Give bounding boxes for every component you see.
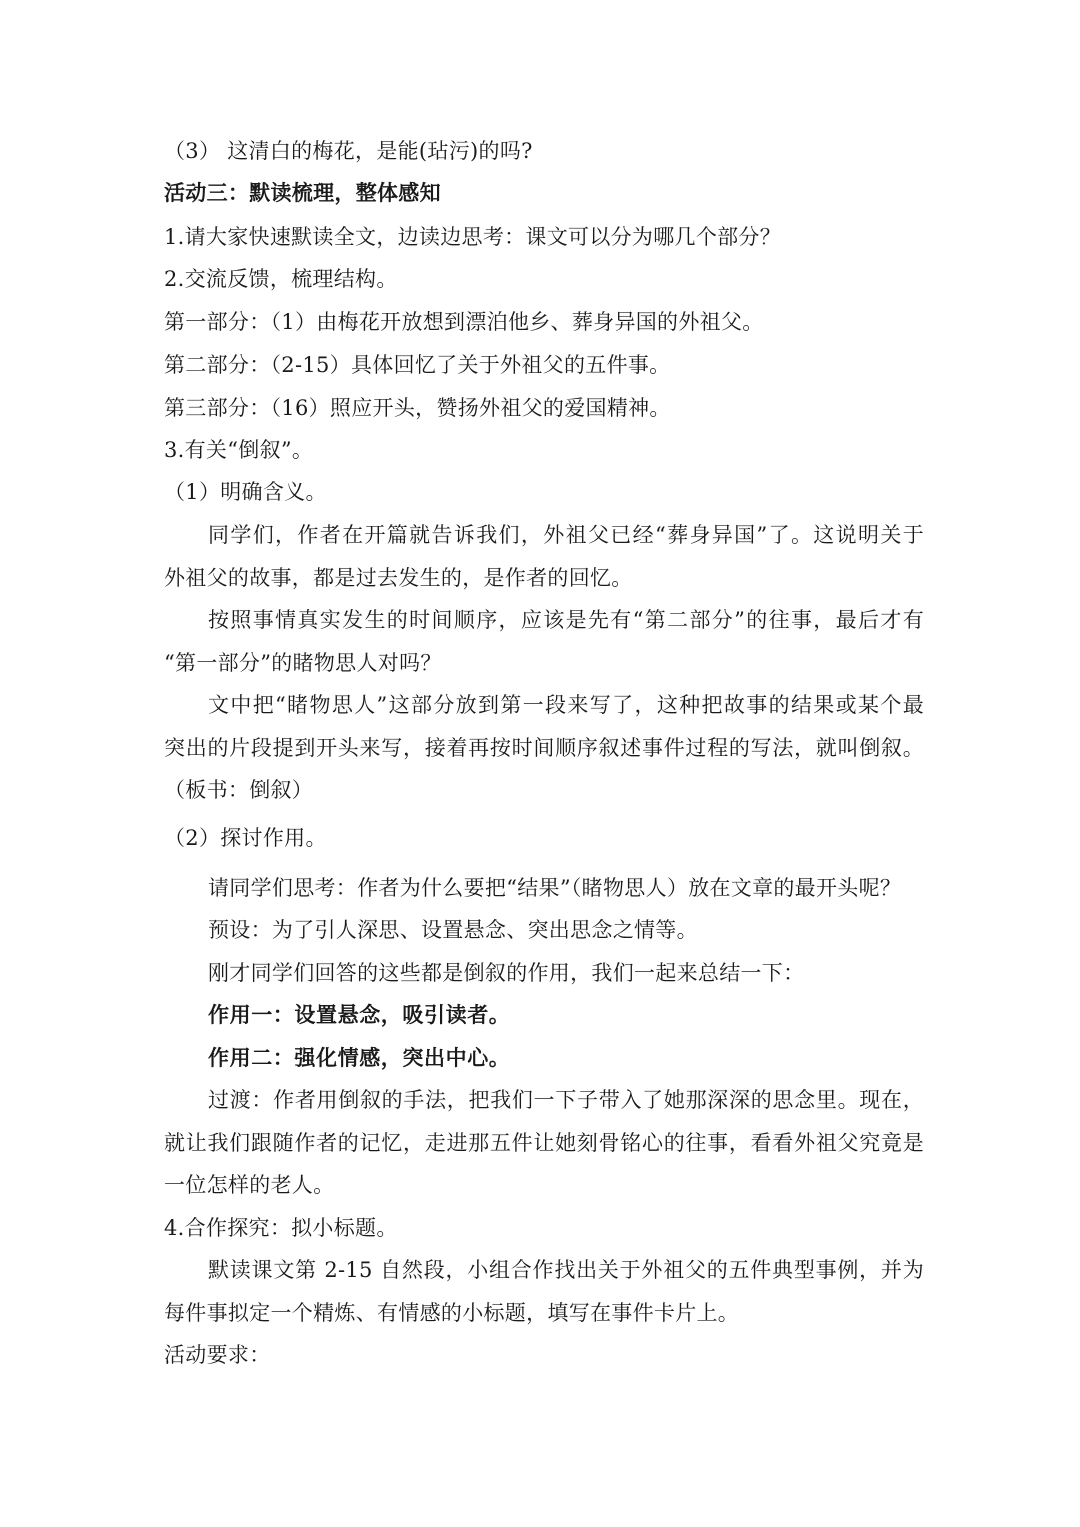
emphasis-line: 作用二：强化情感，突出中心。: [208, 1046, 511, 1070]
paragraph-line: 同学们，作者在开篇就告诉我们，外祖父已经“葬身异国”了。这说明关于: [208, 523, 924, 547]
paragraph-line: 外祖父的故事，都是过去发生的，是作者的回忆。: [164, 566, 633, 590]
paragraph-line: 刚才同学们回答的这些都是倒叙的作用，我们一起来总结一下：: [208, 961, 805, 985]
paragraph-line: 每件事拟定一个精炼、有情感的小标题，填写在事件卡片上。: [164, 1301, 740, 1325]
text-line: 3.有关“倒叙”。: [164, 438, 314, 462]
paragraph-line: “第一部分”的睹物思人对吗？: [164, 651, 442, 675]
text-line: （3） 这清白的梅花，是能(玷污)的吗?: [164, 139, 533, 163]
text-line: 第二部分：（2-15）具体回忆了关于外祖父的五件事。: [164, 353, 671, 377]
section-heading: 活动三：默读梳理，整体感知: [164, 181, 441, 205]
paragraph-line: 文中把“睹物思人”这部分放到第一段来写了，这种把故事的结果或某个最: [208, 693, 924, 717]
paragraph-line: 默读课文第 2-15 自然段，小组合作找出关于外祖父的五件典型事例，并为: [208, 1258, 924, 1282]
emphasis-line: 作用一：设置悬念，吸引读者。: [208, 1003, 511, 1027]
text-line: 活动要求：: [164, 1343, 271, 1367]
text-line: 2.交流反馈，梳理结构。: [164, 267, 398, 291]
text-line: 第三部分：（16）照应开头，赞扬外祖父的爱国精神。: [164, 396, 671, 420]
text-line: （2）探讨作用。: [164, 826, 327, 850]
text-line: 4.合作探究：拟小标题。: [164, 1216, 398, 1240]
paragraph-line: 按照事情真实发生的时间顺序，应该是先有“第二部分”的往事，最后才有: [208, 608, 924, 632]
text-line: （1）明确含义。: [164, 480, 327, 504]
paragraph-line: （板书：倒叙）: [164, 778, 314, 802]
paragraph-line: 预设：为了引人深思、设置悬念、突出思念之情等。: [208, 918, 698, 942]
paragraph-line: 请同学们思考：作者为什么要把“结果”（睹物思人）放在文章的最开头呢？: [208, 876, 902, 900]
text-line: 第一部分：（1）由梅花开放想到漂泊他乡、葬身异国的外祖父。: [164, 310, 764, 334]
text-line: 1.请大家快速默读全文，边读边思考：课文可以分为哪几个部分？: [164, 225, 782, 249]
paragraph-line: 一位怎样的老人。: [164, 1173, 335, 1197]
paragraph-line: 过渡：作者用倒叙的手法，把我们一下子带入了她那深深的思念里。现在，: [208, 1088, 924, 1112]
paragraph-line: 就让我们跟随作者的记忆，走进那五件让她刻骨铭心的往事，看看外祖父究竟是: [164, 1131, 924, 1155]
paragraph-line: 突出的片段提到开头来写，接着再按时间顺序叙述事件过程的写法，就叫倒叙。: [164, 736, 924, 760]
